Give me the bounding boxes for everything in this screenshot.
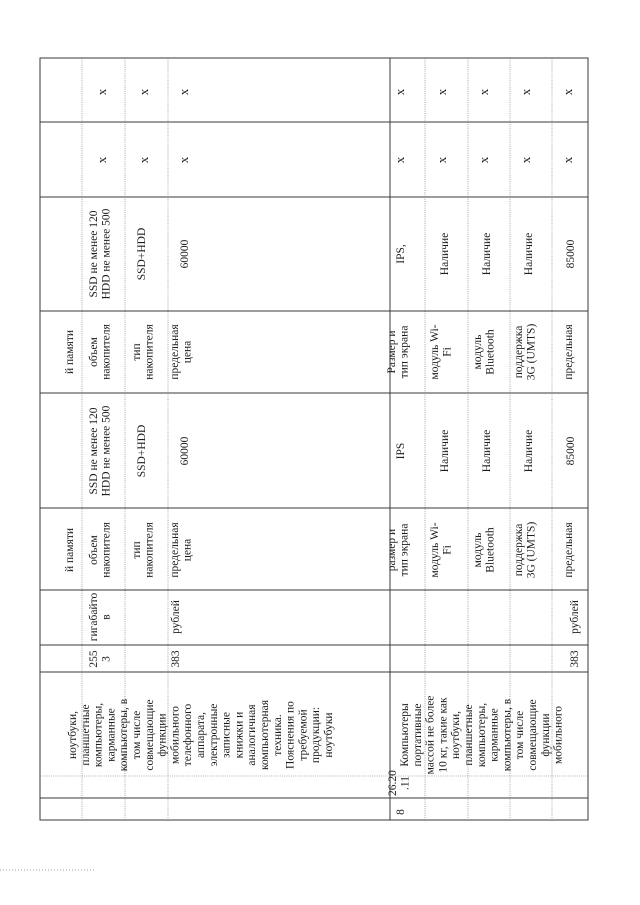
product-name-cell-2-line: функции	[539, 713, 552, 757]
product-name-cell-1-line: компьютеры,	[92, 702, 105, 768]
x-mark-4	[434, 156, 449, 163]
okpd-code-line: 26.20	[387, 770, 399, 796]
x-mark-10-line: х	[176, 88, 191, 96]
char-type-1-line: тип	[131, 541, 143, 559]
char-bt-2-line: Bluetooth	[484, 329, 497, 375]
product-name-cell-1-line: совмещающие	[143, 699, 156, 771]
unit-r1b-line: рублей	[170, 600, 182, 634]
product-name-cell-2-line: совмещающие	[527, 699, 539, 771]
char-volume-1	[88, 522, 113, 578]
value-wifi-2-line: Наличие	[439, 232, 451, 276]
char-volume-1-line: объем	[88, 535, 100, 565]
value-price2-1	[565, 436, 577, 465]
memory-header-1-line: й памяти	[64, 527, 76, 573]
product-name-cell-2	[399, 696, 565, 775]
char-price-1-line: предельная	[169, 522, 181, 578]
x-mark-1	[136, 156, 151, 163]
x-mark-0-line: х	[94, 156, 109, 164]
product-name-cell-2-line: 10 кг, такие как	[437, 697, 450, 773]
product-name-cell-1-line: том числе	[131, 710, 143, 760]
char-screen-2-line: Размер и	[386, 330, 398, 374]
value-screen-1	[395, 443, 407, 460]
x-mark-3	[392, 156, 407, 163]
product-name-cell-1-line: телефонного	[182, 703, 195, 767]
x-mark-14	[518, 88, 533, 95]
char-3g-2	[513, 324, 538, 381]
x-mark-15	[560, 88, 575, 95]
char-wifi-1	[429, 522, 454, 577]
unit-r2-line: рублей	[569, 600, 581, 634]
value-bt-2-line: Наличие	[481, 232, 493, 276]
char-type-2	[131, 324, 156, 380]
char-wifi-2-line: модуль Wi-	[429, 324, 441, 380]
product-name-cell-1-line: планшетные	[79, 704, 92, 766]
product-name-cell-1-line: компьютеры, в	[118, 698, 131, 772]
product-name-cell-1-line: Пояснения по	[284, 701, 297, 769]
product-name-cell-1-line: записные	[220, 712, 233, 758]
x-mark-4-line: х	[434, 156, 449, 164]
x-mark-13	[476, 88, 491, 95]
product-name-cell-1-line: ноутбуки	[323, 712, 336, 758]
product-name-cell-1-line: электронные	[207, 703, 220, 767]
char-screen-2-line: тип экрана	[398, 325, 411, 379]
okei-code-r1b	[170, 650, 182, 668]
char-price-2-line: цена	[181, 340, 194, 364]
okei-code-r1a	[88, 650, 113, 668]
char-bt-1-line: модуль	[472, 532, 484, 568]
value-price2-2	[565, 239, 577, 268]
value-volume-2-line: SSD не менее 120	[88, 210, 100, 298]
value-bt-1	[481, 430, 493, 472]
value-3g-1-line: Наличие	[523, 429, 535, 473]
value-type-1-line: SSD+HDD	[136, 424, 148, 478]
char-wifi-1-line: Fi	[441, 545, 454, 555]
product-name-cell-2-line: Компьютеры	[399, 703, 411, 767]
value-volume-2	[88, 208, 113, 299]
x-mark-2	[176, 156, 191, 163]
value-volume-1-line: HDD не менее 500	[100, 405, 113, 497]
char-3g-2-line: поддержка	[513, 325, 525, 379]
x-mark-8-line: х	[94, 88, 109, 96]
product-name-cell-1-line: аналогичная	[246, 704, 259, 766]
product-name-cell-1-line: функции	[156, 713, 169, 757]
product-name-cell-2-line: планшетные	[463, 704, 475, 766]
x-mark-3-line: х	[392, 156, 407, 164]
product-name-cell-1-line: книжки и	[233, 711, 246, 759]
char-bt-2-line: модуль	[472, 334, 484, 370]
char-screen-1	[386, 524, 411, 577]
unit-r1a	[88, 593, 113, 642]
x-mark-1-line: х	[136, 156, 151, 164]
char-3g-1	[513, 522, 538, 579]
memory-header-2	[64, 330, 76, 374]
okpd-code-line: .11	[399, 776, 412, 790]
value-price2-2-line: 85000	[565, 239, 577, 269]
char-bt-1	[472, 527, 497, 573]
value-bt-2	[481, 233, 493, 275]
value-wifi-1-line: Наличие	[439, 429, 451, 473]
value-type-2	[136, 228, 148, 281]
char-price-1	[169, 522, 194, 578]
product-name-cell-2-line: компьютеры,	[475, 702, 488, 768]
memory-header-1	[64, 528, 76, 572]
char-wifi-2	[429, 324, 454, 379]
value-screen-2	[395, 244, 407, 264]
char-volume-2-line: накопителя	[100, 324, 113, 380]
product-name-cell-1-line: аппарата,	[195, 711, 208, 759]
char-3g-1-line: 3G (UMTS)	[525, 521, 538, 579]
char-price-1-line: цена	[181, 538, 194, 562]
char-type-1-line: накопителя	[143, 522, 156, 578]
x-mark-11	[392, 88, 407, 95]
x-mark-10	[176, 88, 191, 95]
x-mark-9-line: х	[136, 88, 151, 96]
okei-code-r2	[569, 650, 581, 668]
char-price2-1	[563, 522, 575, 578]
char-price2-2	[563, 324, 575, 380]
memory-header-2-line: й памяти	[64, 329, 76, 375]
product-name-cell-1-line: продукции:	[310, 706, 323, 764]
value-price2-1-line: 85000	[565, 436, 577, 466]
product-name-cell-2-line: мобильного	[552, 705, 565, 765]
product-name-cell-2-line: массой не более	[424, 695, 437, 775]
char-3g-2-line: 3G (UMTS)	[525, 323, 538, 381]
value-type-1	[136, 425, 148, 478]
value-volume-1-line: SSD не менее 120	[88, 407, 100, 495]
unit-r1a-line: гигабайто	[88, 592, 100, 642]
product-name-cell-1-line: ноутбуки,	[67, 710, 79, 760]
x-mark-5-line: х	[476, 156, 491, 164]
char-volume-1-line: накопителя	[100, 522, 113, 578]
x-mark-7	[560, 156, 575, 163]
value-bt-1-line: Наличие	[481, 429, 493, 473]
product-name-cell-2-line: том числе	[514, 710, 527, 760]
product-name-cell-1-line: компьютерная	[259, 699, 272, 771]
char-wifi-1-line: модуль Wi-	[429, 522, 441, 578]
x-mark-15-line: х	[560, 88, 575, 96]
value-volume-2-line: HDD не менее 500	[100, 208, 113, 300]
product-name-cell-1-line: требуемой	[297, 709, 310, 761]
unit-r1a-line: в	[100, 614, 113, 620]
product-name-cell-1-line: техника.	[271, 714, 284, 756]
char-screen-1-line: размер и	[386, 528, 398, 572]
product-name-cell-2-line: ноутбуки,	[450, 710, 463, 760]
char-bt-1-line: Bluetooth	[484, 527, 497, 573]
value-volume-1	[88, 405, 113, 496]
x-mark-12-line: х	[434, 88, 449, 96]
value-screen-2-line: IPS,	[395, 244, 407, 264]
product-name-cell-2-line: компьютеры, в	[501, 698, 514, 772]
okei-code-r2-line: 383	[569, 650, 581, 668]
okpd-code	[387, 770, 412, 796]
value-wifi-1	[439, 430, 451, 472]
okei-code-r1a-line: 255	[88, 650, 100, 668]
char-type-2-line: тип	[131, 343, 143, 361]
x-mark-6-line: х	[518, 156, 533, 164]
product-name-cell-2-line: карманные	[488, 708, 501, 762]
value-wifi-2	[439, 233, 451, 275]
x-mark-11-line: х	[392, 88, 407, 96]
x-mark-9	[136, 88, 151, 95]
x-mark-8	[94, 88, 109, 95]
char-screen-2	[386, 326, 411, 379]
x-mark-2-line: х	[176, 156, 191, 164]
char-volume-2	[88, 324, 113, 380]
row-number	[395, 809, 407, 815]
char-price-2	[169, 324, 194, 380]
value-price-2	[179, 239, 191, 268]
char-3g-1-line: поддержка	[513, 523, 525, 577]
product-name-cell-1	[67, 698, 335, 771]
value-screen-1-line: IPS	[395, 442, 407, 460]
okei-code-r1a-line: 3	[100, 656, 113, 662]
value-type-2-line: SSD+HDD	[136, 227, 148, 281]
char-type-1	[131, 522, 156, 578]
value-price-1-line: 60000	[179, 436, 191, 466]
x-mark-6	[518, 156, 533, 163]
char-price2-1-line: предельная	[563, 522, 575, 578]
char-volume-2-line: объем	[88, 337, 100, 367]
value-price-1	[179, 436, 191, 465]
char-type-2-line: накопителя	[143, 324, 156, 380]
char-screen-1-line: тип экрана	[398, 523, 411, 577]
char-price-2-line: предельная	[169, 324, 181, 380]
product-name-cell-1-line: карманные	[105, 708, 118, 762]
x-mark-7-line: х	[560, 156, 575, 164]
x-mark-13-line: х	[476, 88, 491, 96]
unit-r2	[569, 600, 581, 634]
product-name-cell-2-line: портативные	[411, 703, 424, 767]
char-price2-2-line: предельная	[563, 324, 575, 380]
char-bt-2	[472, 329, 497, 375]
x-mark-0	[94, 156, 109, 163]
value-3g-2-line: Наличие	[523, 232, 535, 276]
x-mark-5	[476, 156, 491, 163]
value-3g-2	[523, 233, 535, 275]
value-price-2-line: 60000	[179, 239, 191, 269]
product-name-cell-1-line: мобильного	[169, 705, 182, 765]
x-mark-14-line: х	[518, 88, 533, 96]
value-3g-1	[523, 430, 535, 472]
x-mark-12	[434, 88, 449, 95]
unit-r1b	[170, 600, 182, 634]
row-number-line: 8	[395, 809, 407, 815]
char-wifi-2-line: Fi	[441, 347, 454, 357]
okei-code-r1b-line: 383	[170, 650, 182, 668]
